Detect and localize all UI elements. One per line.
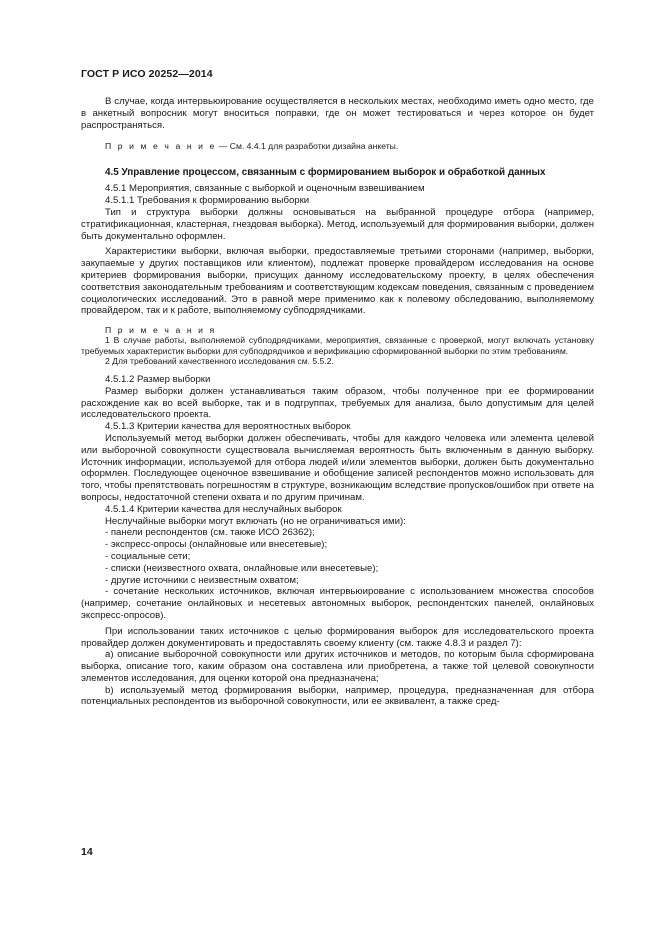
- item-a-paragraph: a) описание выборочной совокупности или других источников и методов, по которым была сформирована выборка, описание того, каким образом она составлена или приобретена, а также той целевой совокупности элементов исследования, для оценки которой она предназначена;: [81, 649, 594, 684]
- note-1: [81, 141, 594, 151]
- documentation-paragraph: При использовании таких источников с целью формирования выборок для исследовательского проекта провайдер должен документировать и предоставлять своему клиенту (см. также 4.8.3 и раздел 7):: [81, 625, 594, 649]
- subsection-4-5-1-4-heading: 4.5.1.4 Критерии качества для неслучайных выборок: [105, 503, 342, 515]
- section-4-5-heading: 4.5 Управление процессом, связанным с формированием выборок и обработкой данных: [105, 166, 546, 178]
- subsection-4-5-1-heading: 4.5.1 Мероприятия, связанные с выборкой и оценочным взвешиванием: [105, 183, 425, 195]
- sample-characteristics-paragraph: Характеристики выборки, включая выборки, предоставляемые третьими сторонами (например, выборки, закупаемые у других поставщиков или клиентом), подлежат проверке провайдером исследования на основе критериев формирования выборки, присущих данному исследовательскому проекту, в целях обеспечения соответствия законодательным требованиям и соответствующим кодексам поведения, связанным с проведением социологических исследований. Это в равной мере применимо как к полевому обследованию, выполняемому провайдером, так и к работе, выполняемому субподрядчиками.: [81, 246, 594, 317]
- sample-size-paragraph: Размер выборки должен устанавливаться таким образом, чтобы полученное при ее формировании расхождение как во всей выборке, так и в подгруппах, требуемых для анализа, было допустимым для целей исследовательского проекта.: [81, 385, 594, 421]
- list-item: - экспресс-опросы (онлайновые или внесетевые);: [105, 539, 328, 551]
- list-item: - списки (неизвестного охвата, онлайновые или внесетевые);: [105, 562, 379, 574]
- probability-sample-paragraph: Используемый метод выборки должен обеспечивать, чтобы для каждого человека или элемента целевой или выборочной совокупности существовала вычисляемая вероятность быть включенным в данную выборку. Источник информации, используемой для отбора людей и/или элементов выборки, должен быть документально оформлен. Последующее оценочное взвешивание и обобщение записей респондентов можно использовать для того, чтобы препятствовать погрешностям в структуре, возникающим вследствие пропусков/ошибок при ответе на вопросы, недостаточной степени охвата и по другим причинам.: [81, 432, 594, 503]
- list-item: - сочетание нескольких источников, включая интервьюирование с использованием множества способов (например, сочетание онлайновых и несетевых автономных выборок, респондентских панелей, онлайновых экспресс-опросов).: [81, 586, 594, 621]
- notes-label: П р и м е ч а н и я: [105, 325, 217, 336]
- note-1-text: — См. 4.4.1 для разработки дизайна анкеты.: [216, 141, 399, 152]
- page-number: 14: [81, 846, 93, 858]
- subsection-4-5-1-2-heading: 4.5.1.2 Размер выборки: [105, 373, 211, 385]
- document-header: ГОСТ Р ИСО 20252—2014: [81, 68, 213, 80]
- list-item: - социальные сети;: [105, 550, 191, 562]
- list-item: - другие источники с неизвестным охватом;: [105, 574, 299, 586]
- sample-type-paragraph: Тип и структура выборки должны основываться на выбранной процедуре отбора (например, стратификационная, кластерная, гнездовая выборка). Метод, используемый для формирования выборки, должен быть документально оформлен.: [81, 206, 594, 242]
- note-item-1: 1 В случае работы, выполняемой субподрядчиками, мероприятия, связанные с проверкой, могут включать установку требуемых характеристик выборки для субподрядчиков и верификацию сформированной выборки по этим требованиям.: [81, 335, 594, 356]
- subsection-4-5-1-3-heading: 4.5.1.3 Критерии качества для вероятностных выборок: [105, 421, 351, 433]
- note-item-2: 2 Для требований качественного исследования см. 5.5.2.: [105, 355, 334, 366]
- list-item: - панели респондентов (см. также ИСО 26362);: [105, 527, 315, 539]
- item-b-paragraph: b) используемый метод формирования выборки, например, процедура, предназначенная для отбора потенциальных респондентов из выборочной совокупности, или ее эквивалент, а также сред-: [81, 684, 594, 708]
- intro-paragraph: В случае, когда интервьюирование осуществляется в нескольких местах, необходимо иметь одно место, где в анкетный вопросник могут вноситься поправки, где он может тестироваться и через которое он будет распространяться.: [81, 96, 594, 131]
- document-body: [81, 96, 594, 708]
- subsection-4-5-1-1-heading: 4.5.1.1 Требования к формированию выборки: [105, 195, 310, 207]
- note-1-label: П р и м е ч а н и е: [105, 141, 217, 152]
- nonrandom-sample-paragraph: Неслучайные выборки могут включать (но не ограничиваться ими):: [105, 515, 406, 527]
